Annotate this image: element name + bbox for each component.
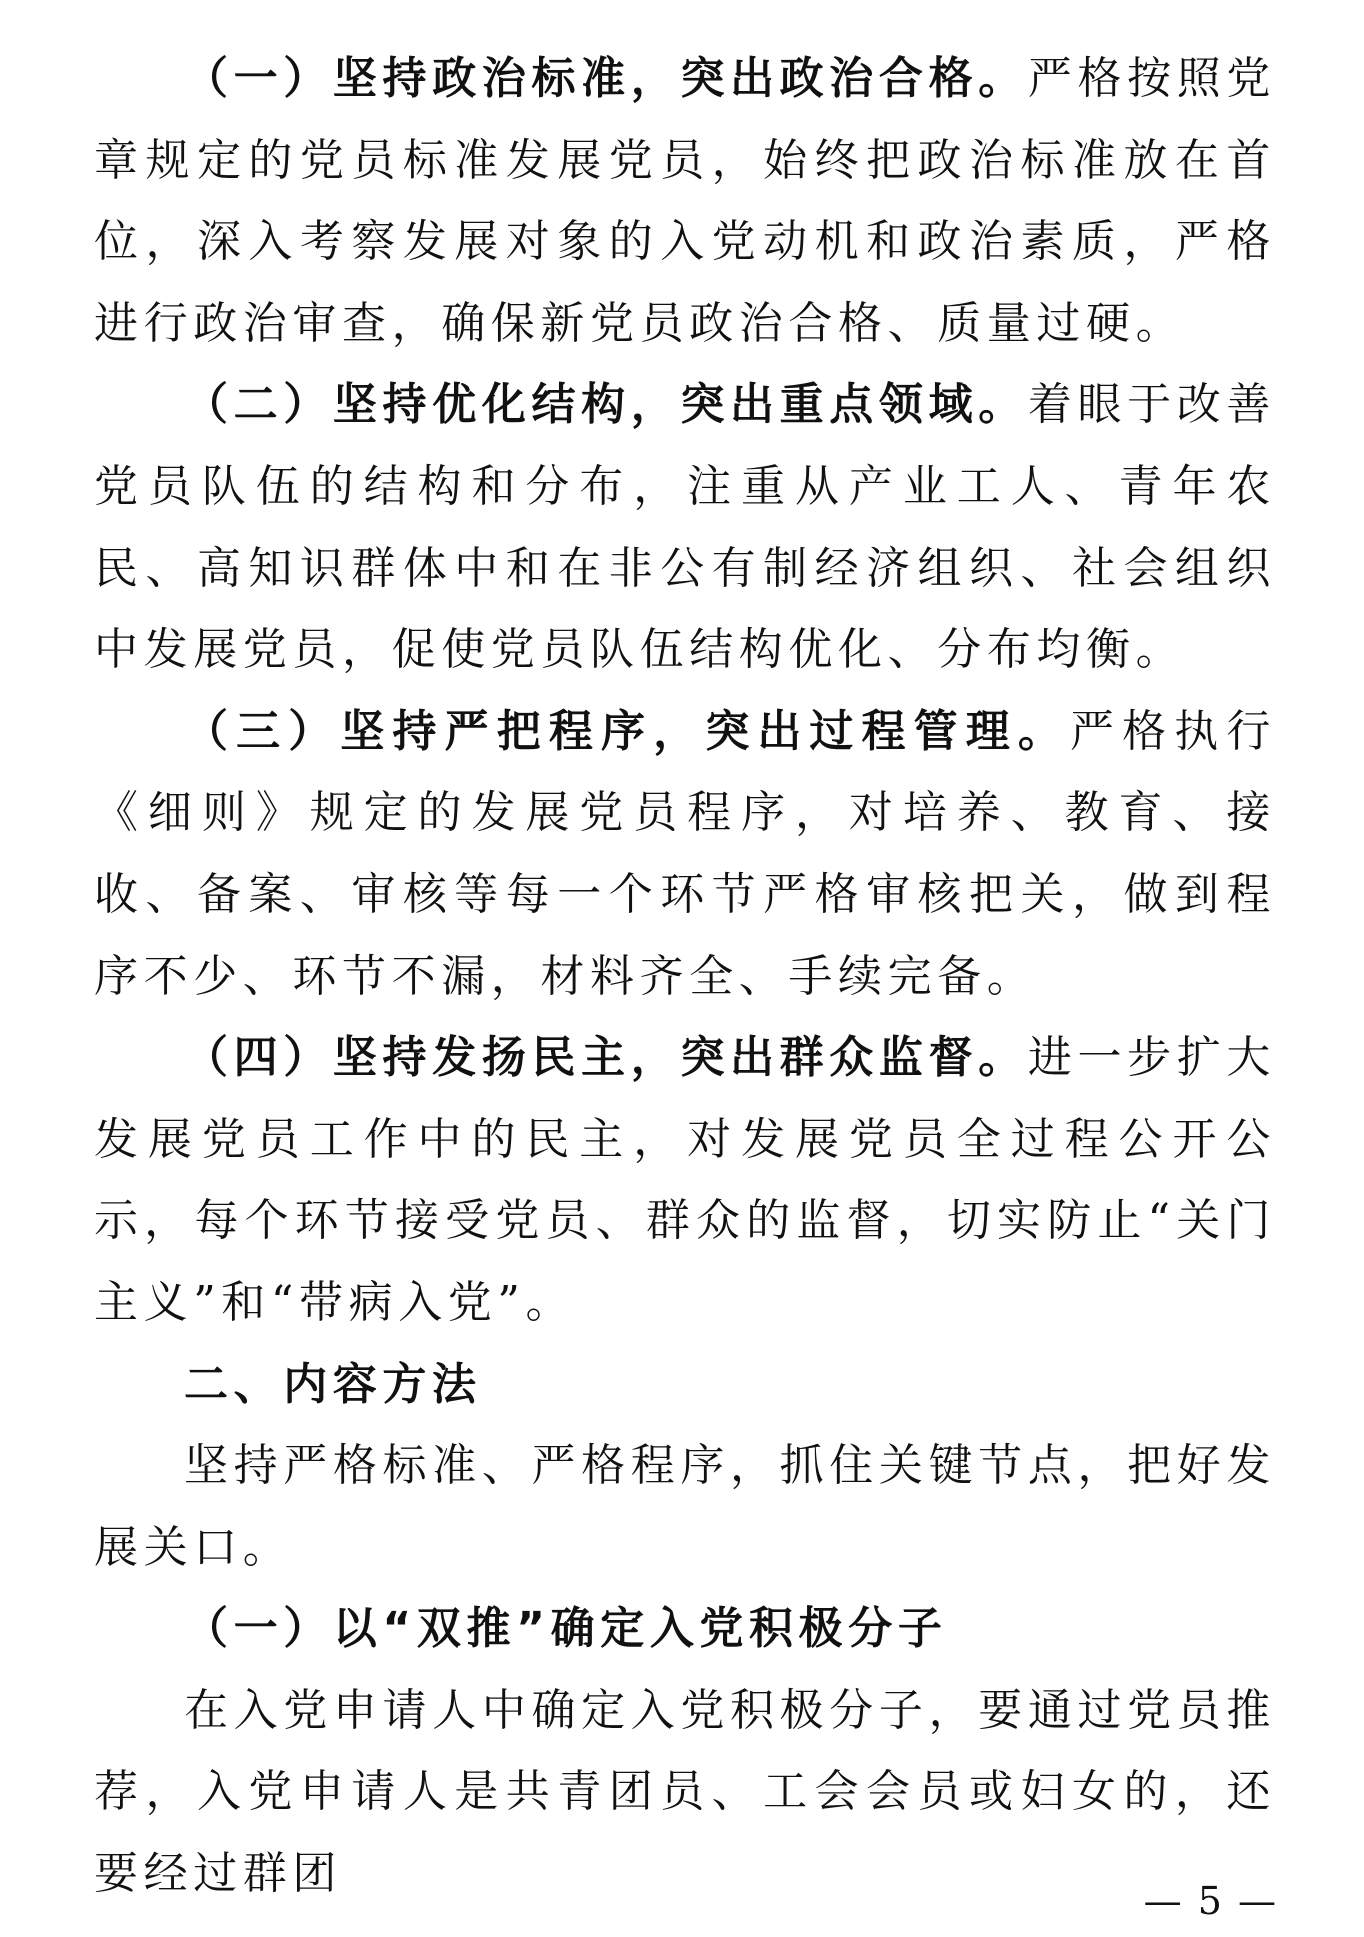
document-body: [94, 38, 1276, 1915]
principle-heading-3: （三）坚持严把程序，突出过程管理。: [184, 705, 1071, 757]
principle-text-1: 严格按照党章规定的党员标准发展党员，始终把政治标准放在首位，深入考察发展对象的入党动机和政治素质，严格进行政治审查，确保新党员政治合格、质量过硬。: [94, 53, 1276, 349]
principle-text-4: 进一步扩大发展党员工作中的民主，对发展党员全过程公开公示，每个环节接受党员、群众的监督，切实防止“关门主义”和“带病入党”。: [94, 1032, 1276, 1328]
sub-paragraph: 在入党申请人中确定入党积极分子，要通过党员推荐，入党申请人是共青团员、工会会员或妇女的，还要经过群团: [94, 1684, 1276, 1900]
section-intro-paragraph: 坚持严格标准、严格程序，抓住关键节点，把好发展关口。: [94, 1440, 1276, 1573]
principle-paragraph-1: [94, 38, 1276, 364]
principle-paragraph-2: [94, 364, 1276, 690]
principle-text-2: 着眼于改善党员队伍的结构和分布，注重从产业工人、青年农民、高知识群体中和在非公有制经济组织、社会组织中发展党员，促使党员队伍结构优化、分布均衡。: [94, 379, 1276, 676]
principle-heading-4: （四）坚持发扬民主，突出群众监督。: [184, 1032, 1028, 1084]
principle-paragraph-3: [94, 691, 1276, 1017]
principle-paragraph-4: [94, 1017, 1276, 1343]
section-heading: 二、内容方法: [184, 1358, 482, 1410]
principle-heading-1: （一）坚持政治标准，突出政治合格。: [184, 53, 1028, 104]
sub-heading: （一）以“双推”确定入党积极分子: [184, 1603, 948, 1655]
page-number: — 5 —: [1143, 1879, 1278, 1923]
principle-text-3: 严格执行《细则》规定的发展党员程序，对培养、教育、接收、备案、审核等每一个环节严格审核把关，做到程序不少、环节不漏，材料齐全、手续完备。: [94, 705, 1276, 1002]
principle-heading-2: （二）坚持优化结构，突出重点领域。: [184, 379, 1028, 431]
